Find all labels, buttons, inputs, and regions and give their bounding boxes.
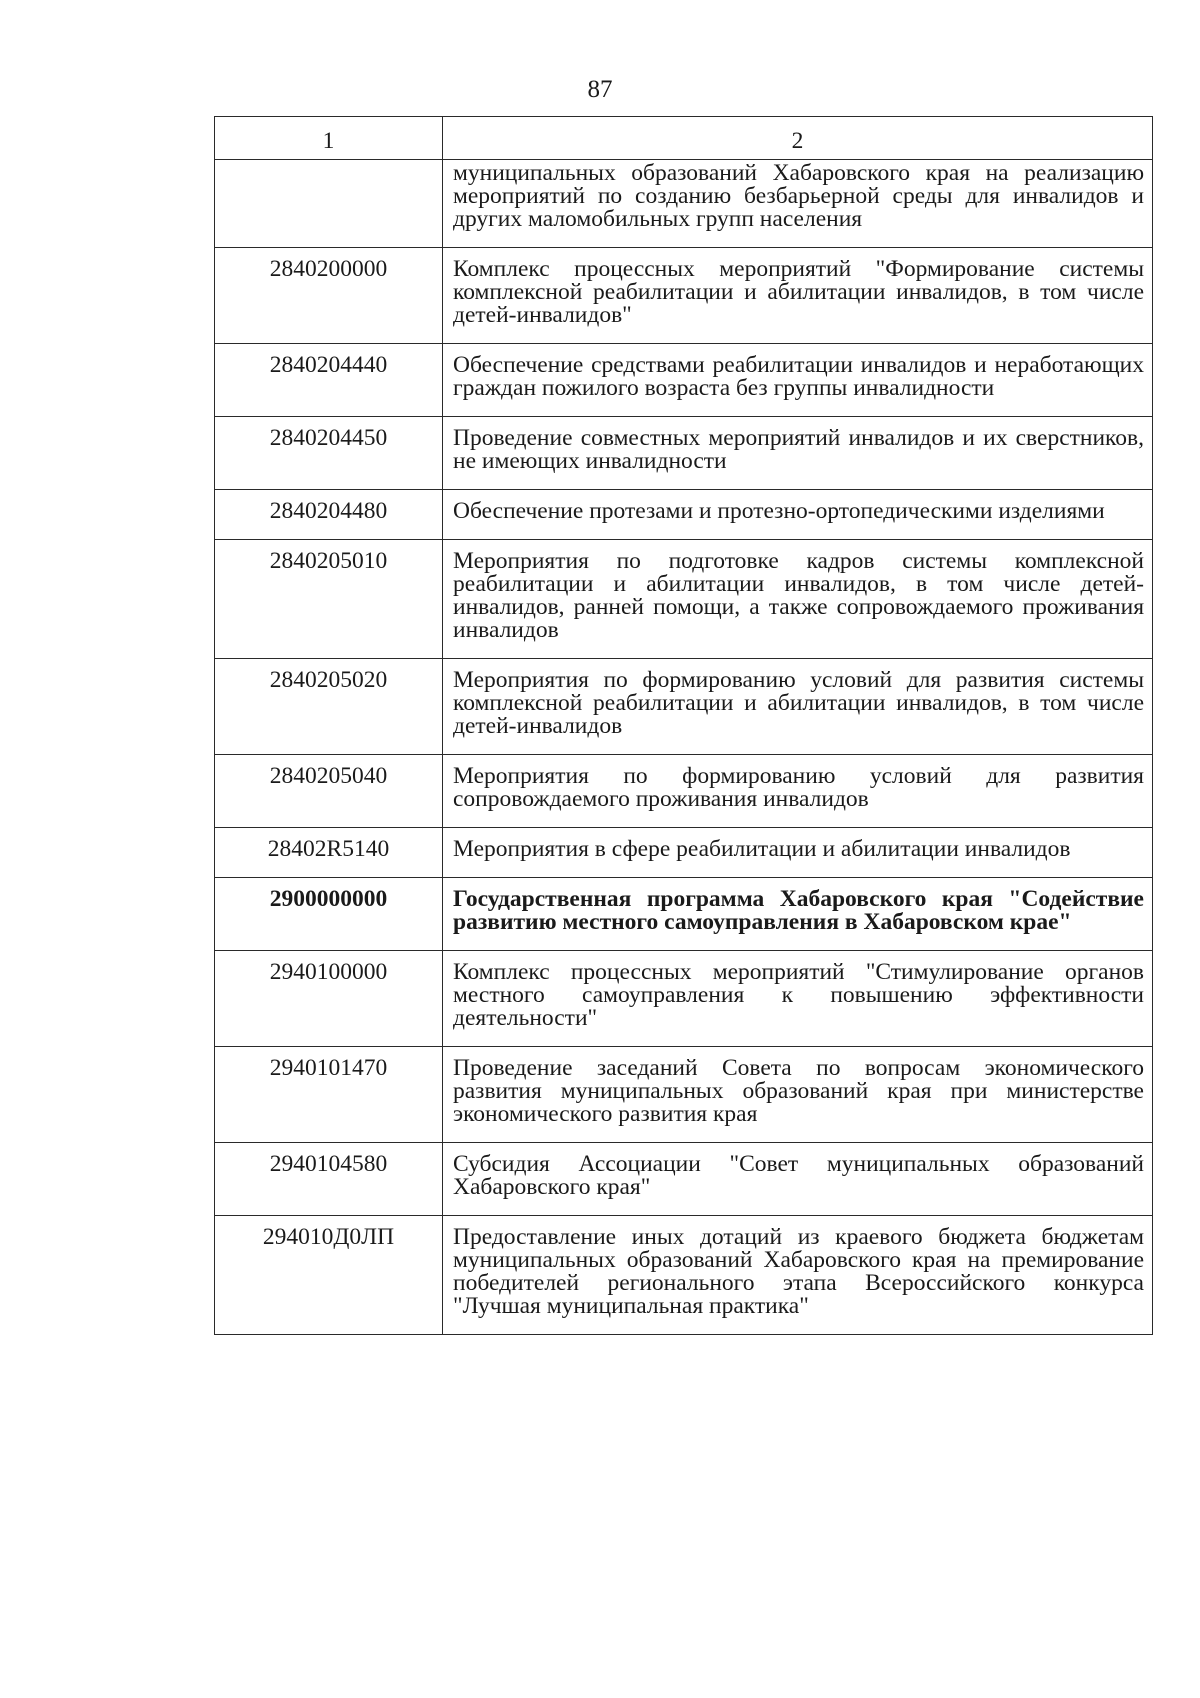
row-name: Проведение совместных мероприятий инвалидов и их сверстников, не имеющих инвалидности [443,417,1153,490]
row-code: 2840204450 [215,417,443,490]
table-row [215,1047,1153,1143]
row-name: Мероприятия по подготовке кадров системы комплексной реабилитации и абилитации инвалидов, в том числе детей-инвалидов, ранней помощи, а также сопровождаемого проживания инвалидов [443,540,1153,659]
table-row [215,1216,1153,1335]
row-name: Субсидия Ассоциации "Совет муниципальных образований Хабаровского края" [443,1143,1153,1216]
row-name: Комплекс процессных мероприятий "Формирование системы комплексной реабилитации и абилитации инвалидов, в том числе детей-инвалидов" [443,248,1153,344]
row-name: Государственная программа Хабаровского края "Содействие развитию местного самоуправления в Хабаровском крае" [443,878,1153,951]
table-row [215,344,1153,417]
row-name: Предоставление иных дотаций из краевого бюджета бюджетам муниципальных образований Хабаровского края на премирование победителей регионального этапа Всероссийского конкурса "Лучшая муниципальная практика" [443,1216,1153,1335]
column-header-name: 2 [443,117,1153,160]
table-row [215,540,1153,659]
row-name: Обеспечение средствами реабилитации инвалидов и неработающих граждан пожилого возраста без группы инвалидности [443,344,1153,417]
page-number: 87 [587,76,613,103]
table-row [215,659,1153,755]
table-row-program [215,878,1153,951]
row-code: 2840204480 [215,490,443,540]
row-code: 2940100000 [215,951,443,1047]
row-name: Мероприятия по формированию условий для развития сопровождаемого проживания инвалидов [443,755,1153,828]
table-row [215,1143,1153,1216]
table-row [215,951,1153,1047]
row-code: 2940104580 [215,1143,443,1216]
row-code: 2840205040 [215,755,443,828]
row-name: Проведение заседаний Совета по вопросам экономического развития муниципальных образований края при министерстве экономического развития края [443,1047,1153,1143]
row-code: 2840204440 [215,344,443,417]
table-row [215,160,1153,248]
row-code: 2940101470 [215,1047,443,1143]
row-code: 2900000000 [215,878,443,951]
row-name: Обеспечение протезами и протезно-ортопедическими изделиями [443,490,1153,540]
table-row [215,490,1153,540]
row-code: 2840200000 [215,248,443,344]
table-row [215,417,1153,490]
table-header-row [215,117,1153,160]
row-code: 2840205020 [215,659,443,755]
row-code: 2840205010 [215,540,443,659]
row-code: 28402R5140 [215,828,443,878]
row-name: Комплекс процессных мероприятий "Стимулирование органов местного самоуправления к повышению эффективности деятельности" [443,951,1153,1047]
table-row [215,248,1153,344]
row-name: муниципальных образований Хабаровского края на реализацию мероприятий по созданию безбарьерной среды для инвалидов и других маломобильных групп населения [443,160,1153,248]
table-row [215,828,1153,878]
row-name: Мероприятия в сфере реабилитации и абилитации инвалидов [443,828,1153,878]
row-code [215,160,443,248]
row-name: Мероприятия по формированию условий для развития системы комплексной реабилитации и абилитации инвалидов, в том числе детей-инвалидов [443,659,1153,755]
row-code: 294010Д0ЛП [215,1216,443,1335]
table-row [215,755,1153,828]
column-header-code: 1 [215,117,443,160]
budget-classification-table [214,116,1153,1335]
